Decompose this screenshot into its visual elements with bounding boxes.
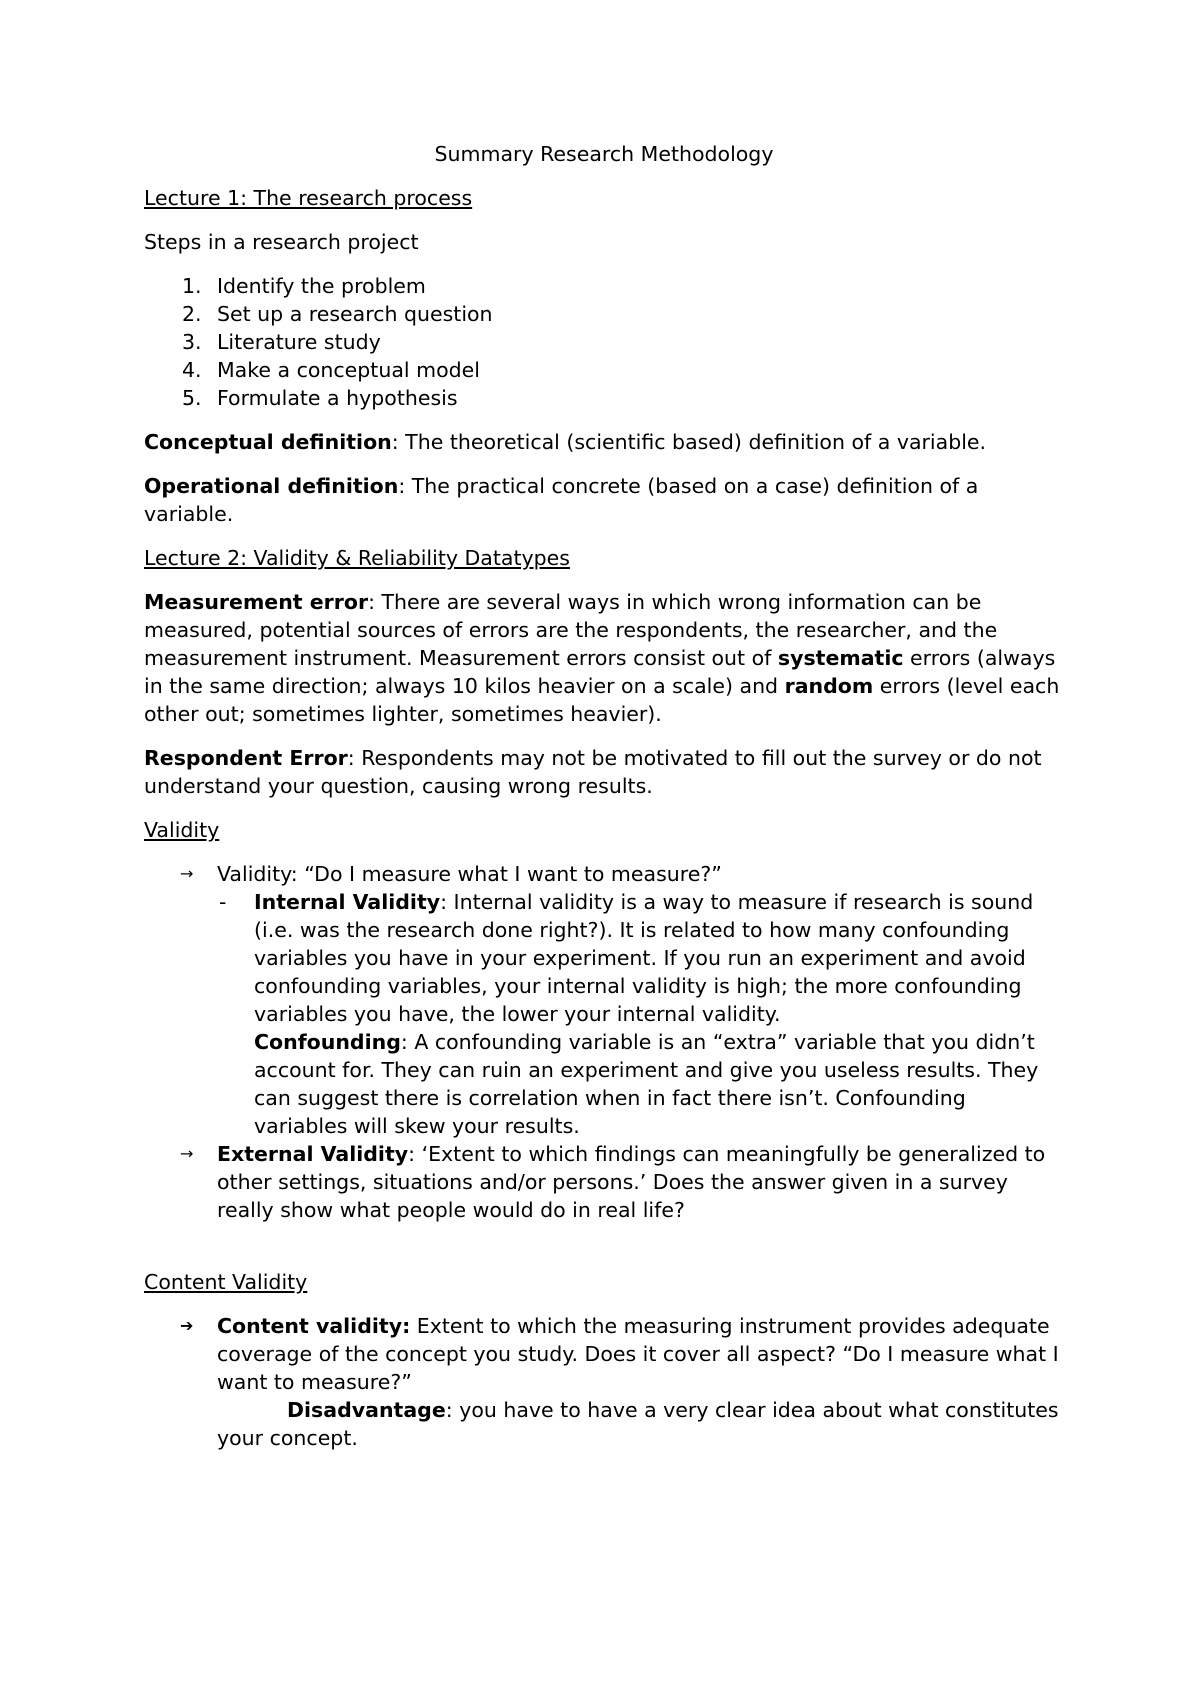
spacer — [144, 1224, 1064, 1268]
measurement-term: Measurement error — [144, 590, 369, 614]
list-item — [144, 888, 1064, 1028]
lecture1-heading: Lecture 1: The research process — [144, 186, 473, 210]
measurement-text-1: : There are several ways in which wrong information can be measured, potential sources of errors are the respondents, the researcher, and the measurement instrument. Measurement errors consist out of — [144, 590, 998, 670]
disadvantage-text: : you have to have a very clear idea about what constitutes your concept. — [217, 1398, 1059, 1450]
validity-list — [144, 860, 1064, 1224]
content-validity-list — [144, 1312, 1064, 1452]
list-number: 3. — [182, 330, 202, 354]
lecture2-heading: Lecture 2: Validity & Reliability Datatypes — [144, 546, 570, 570]
measurement-text-3: errors (level each other out; sometimes lighter, sometimes heavier). — [144, 674, 1060, 726]
validity-heading: Validity — [144, 818, 220, 842]
list-item-text: Set up a research question — [217, 302, 493, 326]
respondent-term: Respondent Error — [144, 746, 348, 770]
systematic-term: systematic — [777, 646, 904, 670]
content-validity-heading: Content Validity — [144, 1270, 308, 1294]
steps-intro: Steps in a research project — [144, 230, 419, 254]
operational-text: : The practical concrete (based on a case) definition of a variable. — [144, 474, 979, 526]
list-item — [144, 356, 1064, 384]
disadvantage-term: Disadvantage — [287, 1398, 446, 1422]
list-item — [144, 300, 1064, 328]
list-item — [144, 384, 1064, 412]
conceptual-definition — [144, 428, 1064, 456]
respondent-text: : Respondents may not be motivated to fill out the survey or do not understand your question, causing wrong results. — [144, 746, 1042, 798]
external-validity-term: External Validity — [217, 1142, 409, 1166]
list-number: 2. — [182, 302, 202, 326]
dash-bullet: - — [219, 890, 227, 914]
list-item — [144, 328, 1064, 356]
operational-definition — [144, 472, 1064, 528]
arrow-right-icon: → — [180, 1144, 194, 1163]
respondent-error-paragraph — [144, 744, 1064, 800]
random-term: random — [784, 674, 874, 698]
list-item — [144, 860, 1064, 888]
list-item — [144, 272, 1064, 300]
content-validity-text: Extent to which the measuring instrument provides adequate coverage of the concept you study. Does it cover all aspect? “Do I measure what I want to measure?” — [217, 1314, 1059, 1394]
list-item — [144, 1140, 1064, 1224]
list-item-text: Identify the problem — [217, 274, 426, 298]
list-item-text: Literature study — [217, 330, 381, 354]
bold-arrow-right-icon: ➔ — [180, 1316, 194, 1335]
document-page — [144, 140, 1064, 1452]
list-item-text: Make a conceptual model — [217, 358, 480, 382]
steps-list — [144, 272, 1064, 412]
internal-validity-text: : Internal validity is a way to measure if research is sound (i.e. was the research done right?). It is related to how many confounding variables you have in your experiment. If you run an experiment and avoid confounding variables, your internal validity is high; the more confounding variables you have, the lower your internal validity. — [254, 890, 1034, 1026]
list-number: 1. — [182, 274, 202, 298]
list-number: 4. — [182, 358, 202, 382]
validity-question: Validity: “Do I measure what I want to measure?” — [217, 862, 722, 886]
list-item — [144, 1312, 1064, 1396]
measurement-error-paragraph — [144, 588, 1064, 728]
list-number: 5. — [182, 386, 202, 410]
list-item-text: Formulate a hypothesis — [217, 386, 458, 410]
internal-validity-term: Internal Validity — [254, 890, 441, 914]
confounding-paragraph — [144, 1028, 1064, 1140]
conceptual-term: Conceptual definition — [144, 430, 392, 454]
content-validity-term: Content validity: — [217, 1314, 411, 1338]
arrow-right-icon: → — [180, 864, 194, 883]
confounding-text: : A confounding variable is an “extra” variable that you didn’t account for. They can ruin an experiment and give you useless results. They can suggest there is correlation when in fact there isn’t. Confounding variables will skew your results. — [254, 1030, 1039, 1138]
confounding-term: Confounding — [254, 1030, 401, 1054]
document-title: Summary Research Methodology — [434, 142, 774, 166]
operational-term: Operational definition — [144, 474, 399, 498]
conceptual-text: : The theoretical (scientific based) definition of a variable. — [391, 430, 987, 454]
external-validity-text: : ‘Extent to which findings can meaningfully be generalized to other settings, situations and/or persons.’ Does the answer given in a survey really show what people would do in real life? — [217, 1142, 1046, 1222]
disadvantage-paragraph — [144, 1396, 1064, 1452]
measurement-text-2: errors (always in the same direction; always 10 kilos heavier on a scale) and — [144, 646, 1056, 698]
